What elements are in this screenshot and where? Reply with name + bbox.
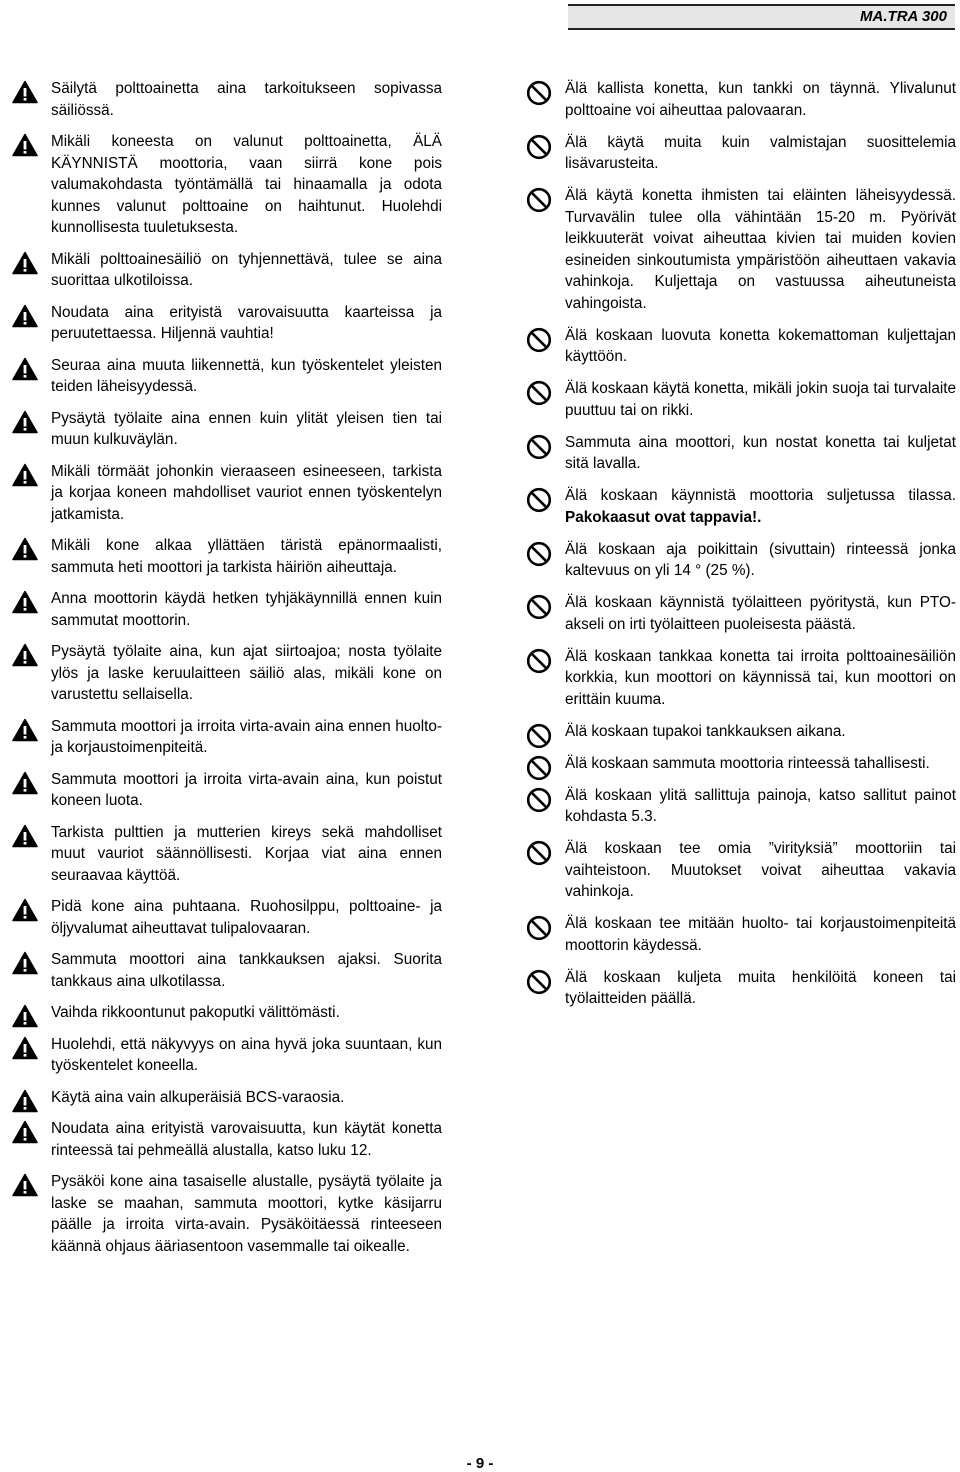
prohibition-item [526, 185, 956, 314]
warning-item [12, 896, 442, 939]
prohibition-item [526, 913, 956, 956]
prohibition-text [565, 325, 956, 368]
prohibition-text-main: Älä koskaan käytä konetta, mikäli jokin suoja tai turvalaite puuttuu tai on rikki. [565, 380, 956, 419]
warning-item [12, 822, 442, 887]
warning-item [12, 131, 442, 239]
prohibition-text-main: Älä koskaan ylitä sallittuja painoja, katso sallitut painot kohdasta 5.3. [565, 786, 956, 825]
prohibition-icon [526, 723, 552, 747]
warning-text: Mikäli kone alkaa yllättäen täristä epänormaalisti, sammuta heti moottori ja tarkista häiriön aiheuttaja. [51, 537, 442, 576]
prohibition-text [565, 378, 956, 421]
prohibition-text [565, 646, 956, 711]
document-code: MA.TRA 300 [860, 8, 947, 25]
prohibition-icon [526, 187, 552, 211]
prohibition-icon [526, 648, 552, 672]
prohibition-text-main: Älä koskaan luovuta konetta kokemattoman kuljettajan käyttöön. [565, 326, 956, 365]
warning-text: Vaihda rikkoontunut pakoputki välittömästi. [51, 1004, 340, 1021]
warning-item [12, 408, 442, 451]
warning-triangle-icon [12, 1173, 38, 1197]
prohibition-text [565, 185, 956, 314]
prohibition-text-main: Älä koskaan tee omia ”virityksiä” moottoriin tai vaihteistoon. Muutokset voivat aiheuttaa vakavia vahinkoja. [565, 840, 956, 900]
warning-text: Huolehdi, että näkyvyys on aina hyvä joka suuntaan, kun työskentelet koneella. [51, 1035, 442, 1074]
warning-text: Tarkista pulttien ja mutterien kireys sekä mahdolliset muut vauriot säännöllisesti. Korjaa viat aina ennen seuraavaa käyttöä. [51, 823, 442, 884]
prohibition-item [526, 592, 956, 635]
prohibition-item [526, 539, 956, 582]
prohibition-text [565, 132, 956, 175]
prohibition-text-main: Älä koskaan tee mitään huolto- tai korjaustoimenpiteitä moottorin käydessä. [565, 915, 956, 954]
prohibition-item [526, 378, 956, 421]
prohibition-text [565, 913, 956, 956]
warning-text: Käytä aina vain alkuperäisiä BCS-varaosia. [51, 1088, 345, 1106]
prohibition-text [565, 721, 956, 743]
prohibition-icon [526, 380, 552, 404]
warning-item [12, 1087, 442, 1109]
prohibition-text-main: Älä koskaan kuljeta muita henkilöitä koneen tai työlaitteiden päällä. [565, 968, 956, 1007]
warning-item [12, 461, 442, 526]
prohibition-icon [526, 755, 552, 779]
warning-text: Pysäytä työlaite aina, kun ajat siirtoajoa; nosta työlaite ylös ja laske keruulaitteen säiliö alas, mikäli kone on varustettu sellaisella. [51, 643, 442, 703]
prohibition-item [526, 646, 956, 711]
warning-item [12, 535, 442, 578]
prohibition-item [526, 485, 956, 528]
warning-text: Säilytä polttoainetta aina tarkoitukseen sopivassa säiliössä. [51, 80, 442, 119]
warning-text: Noudata aina erityistä varovaisuutta, kun käytät konetta rinteessä tai pehmeällä alustalla, katso luku 12. [51, 1120, 442, 1159]
prohibition-text [565, 592, 956, 635]
warning-triangle-icon [12, 898, 38, 922]
prohibition-icon [526, 969, 552, 993]
page-number: - 9 - [466, 1455, 494, 1472]
warning-text: Anna moottorin käydä hetken tyhjäkäynnillä ennen kuin sammutat moottorin. [51, 590, 442, 629]
warning-text: Seuraa aina muuta liikennettä, kun työskentelet yleisten teiden läheisyydessä. [51, 356, 442, 395]
warning-text: Sammuta moottori ja irroita virta-avain aina, kun poistut koneen luota. [51, 770, 442, 809]
prohibition-icon [526, 787, 552, 811]
warning-triangle-icon [12, 80, 38, 104]
warning-item [12, 769, 442, 812]
warning-triangle-icon [12, 251, 38, 275]
prohibition-item [526, 132, 956, 175]
warning-item [12, 588, 442, 631]
prohibition-text [565, 967, 956, 1010]
prohibition-item [526, 753, 956, 775]
prohibition-text [565, 838, 956, 903]
warning-triangle-icon [12, 718, 38, 742]
prohibition-text-main: Älä käytä muita kuin valmistajan suosittelemia lisävarusteita. [565, 133, 956, 172]
warning-item [12, 949, 442, 992]
warning-triangle-icon [12, 1089, 38, 1113]
prohibition-icon [526, 840, 552, 864]
prohibition-text-main: Älä koskaan käynnistä moottoria suljetussa tilassa. [565, 487, 956, 504]
warning-triangle-icon [12, 410, 38, 434]
prohibition-item [526, 967, 956, 1010]
prohibition-icon [526, 915, 552, 939]
prohibition-text [565, 753, 956, 775]
warning-triangle-icon [12, 590, 38, 614]
warning-text: Mikäli polttoainesäiliö on tyhjennettävä, tulee se aina suorittaa ulkotiloissa. [51, 250, 442, 289]
prohibition-icon [526, 594, 552, 618]
warning-item [12, 1171, 442, 1257]
prohibition-icon [526, 327, 552, 351]
warning-triangle-icon [12, 463, 38, 487]
prohibition-text-main: Älä koskaan aja poikittain (sivuttain) rinteessä jonka kaltevuus on yli 14 ° (25 %). [565, 540, 956, 579]
warning-triangle-icon [12, 824, 38, 848]
prohibition-text [565, 785, 956, 828]
warning-triangle-icon [12, 771, 38, 795]
prohibition-icon [526, 134, 552, 158]
warning-text: Pidä kone aina puhtaana. Ruohosilppu, polttoaine- ja öljyvalumat aiheuttavat tulipalovaaran. [51, 898, 442, 937]
warning-item [12, 78, 442, 121]
warning-text: Noudata aina erityistä varovaisuutta kaarteissa ja peruutettaessa. Hiljennä vauhtia! [51, 303, 442, 342]
warning-triangle-icon [12, 357, 38, 381]
warning-triangle-icon [12, 643, 38, 667]
prohibition-item [526, 325, 956, 368]
warning-triangle-icon [12, 1036, 38, 1060]
warning-triangle-icon [12, 1120, 38, 1144]
prohibition-text [565, 485, 956, 528]
prohibition-item [526, 838, 956, 903]
prohibition-emphasis: Pakokaasut ovat tappavia!. [565, 508, 762, 526]
prohibition-text [565, 539, 956, 582]
prohibitions-column [526, 78, 956, 1020]
prohibition-text-main: Älä koskaan tankkaa konetta tai irroita polttoainesäiliön korkkia, kun moottori on käynnissä tai, kun moottori on erittäin kuuma. [565, 647, 956, 708]
prohibition-text-main: Älä kallista konetta, kun tankki on täynnä. Ylivalunut polttoaine voi aiheuttaa palovaaran. [565, 80, 956, 119]
prohibition-icon [526, 80, 552, 104]
warning-text: Mikäli törmäät johonkin vieraaseen esineeseen, tarkista ja korjaa koneen mahdolliset vauriot ennen työskentelyn jatkamista. [51, 462, 442, 523]
warning-item [12, 302, 442, 345]
warnings-column [12, 78, 442, 1257]
warning-triangle-icon [12, 951, 38, 975]
prohibition-text [565, 432, 956, 475]
warning-item [12, 355, 442, 398]
warning-item [12, 1118, 442, 1161]
prohibition-text [565, 78, 956, 121]
prohibition-item [526, 78, 956, 121]
prohibition-icon [526, 434, 552, 458]
warning-item [12, 1002, 442, 1024]
header-bar [568, 4, 955, 30]
prohibition-text-main: Älä käytä konetta ihmisten tai eläinten läheisyydessä. Turvavälin tulee olla vähintään 15-20 m. Pyörivät leikkuuterät voivat aiheuttaa kivien tai muiden kovien esineiden sinkoutumista ympäristöön aiheuttaen vakavia vahinkoja. Kuljettaja on vastuussa aiheutuneista vahingoista. [565, 187, 956, 312]
prohibition-icon [526, 487, 552, 511]
warning-triangle-icon [12, 304, 38, 328]
prohibition-text-main: Älä koskaan sammuta moottoria rinteessä tahallisesti. [565, 754, 930, 772]
warning-text: Pysäytä työlaite aina ennen kuin ylität yleisen tien tai muun kulkuväylän. [51, 409, 442, 448]
prohibition-text-main: Älä koskaan tupakoi tankkauksen aikana. [565, 722, 846, 740]
warning-text: Mikäli koneesta on valunut polttoainetta, ÄLÄ KÄYNNISTÄ moottoria, vaan siirrä kone pois valumakohdasta työntämällä tai hinaamalla ja odota kunnes valunut polttoaine on haihtunut. Huolehdi kunnollisesta tuuletuksesta. [51, 133, 442, 236]
prohibition-item [526, 785, 956, 828]
warning-text: Pysäköi kone aina tasaiselle alustalle, pysäytä työlaite ja laske se maahan, sammuta moottori, kytke käsijarru päälle ja irroita virta-avain. Pysäköitäessä rinteeseen käännä ohjaus ääriasentoon vasemmalle tai oikealle. [51, 1173, 442, 1255]
warning-item [12, 716, 442, 759]
prohibition-text-main: Älä koskaan käynnistä työlaitteen pyöritystä, kun PTO-akseli on irti työlaitteen puoleisesta päästä. [565, 594, 956, 633]
warning-item [12, 249, 442, 292]
prohibition-text-main: Sammuta aina moottori, kun nostat konetta tai kuljetat sitä lavalla. [565, 433, 956, 472]
warning-triangle-icon [12, 133, 38, 157]
prohibition-icon [526, 541, 552, 565]
warning-triangle-icon [12, 537, 38, 561]
prohibition-item [526, 721, 956, 743]
warning-item [12, 1034, 442, 1077]
prohibition-item [526, 432, 956, 475]
warning-triangle-icon [12, 1004, 38, 1028]
warning-text: Sammuta moottori ja irroita virta-avain aina ennen huolto- ja korjaustoimenpiteitä. [51, 717, 442, 756]
warning-item [12, 641, 442, 706]
warning-text: Sammuta moottori aina tankkauksen ajaksi. Suorita tankkaus aina ulkotilassa. [51, 951, 442, 990]
